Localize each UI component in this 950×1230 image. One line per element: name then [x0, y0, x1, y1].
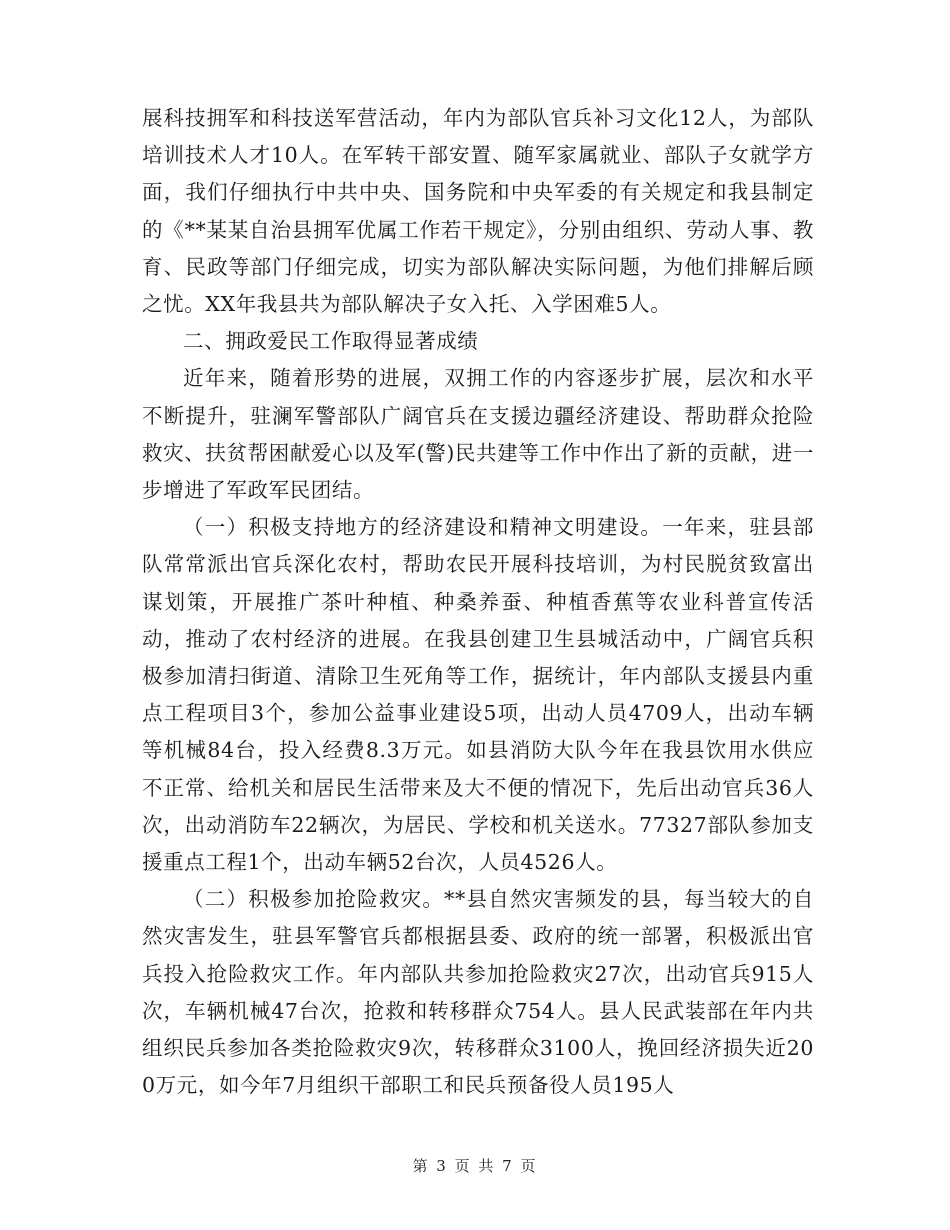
paragraph-disaster-relief: （二）积极参加抢险救灾。**县自然灾害频发的县，每当较大的自然灾害发生，驻县军警官兵都根据县委、政府的统一部署，积极派出官兵投入抢险救灾工作。年内部队共参加抢险救灾27次，出动官兵915人次，车辆机械47台次，抢救和转移群众754人。县人民武装部在年内共组织民兵参加各类抢险救灾9次，转移群众3100人，挽回经济损失近200万元，如今年7月组织干部职工和民兵预备役人员195人: [142, 887, 814, 1098]
document-body: [142, 100, 814, 1104]
section-heading: 二、拥政爱民工作取得显著成绩: [183, 329, 479, 354]
page-number-footer: 第 3 页 共 7 页: [412, 1157, 538, 1175]
paragraph-continuation: 展科技拥军和科技送军营活动，年内为部队官兵补习文化12人，为部队培训技术人才10人。在军转干部安置、随军家属就业、部队子女就学方面，我们仔细执行中共中央、国务院和中央军委的有关规定和我县制定的《**某某自治县拥军优属工作若干规定》，分别由组织、劳动人事、教育、民政等部门仔细完成，切实为部队解决实际问题，为他们排解后顾之忧。XX年我县共为部队解决子女入托、入学困难5人。: [142, 106, 814, 317]
paragraph-intro: 近年来，随着形势的进展，双拥工作的内容逐步扩展，层次和水平不断提升，驻澜军警部队广阔官兵在支援边疆经济建设、帮助群众抢险救灾、扶贫帮困献爱心以及军(警)民共建等工作中作出了新的贡献，进一步增进了军政军民团结。: [142, 366, 814, 503]
paragraph-economic-support: （一）积极支持地方的经济建设和精神文明建设。一年来，驻县部队常常派出官兵深化农村，帮助农民开展科技培训，为村民脱贫致富出谋划策，开展推广茶叶种植、种桑养蚕、种植香蕉等农业科普宣传活动，推动了农村经济的进展。在我县创建卫生县城活动中，广阔官兵积极参加清扫街道、清除卫生死角等工作，据统计，年内部队支援县内重点工程项目3个，参加公益事业建设5项，出动人员4709人，出动车辆等机械84台，投入经费8.3万元。如县消防大队今年在我县饮用水供应不正常、给机关和居民生活带来及大不便的情况下，先后出动官兵36人次，出动消防车22辆次，为居民、学校和机关送水。77327部队参加支援重点工程1个，出动车辆52台次，人员4526人。: [142, 515, 814, 875]
